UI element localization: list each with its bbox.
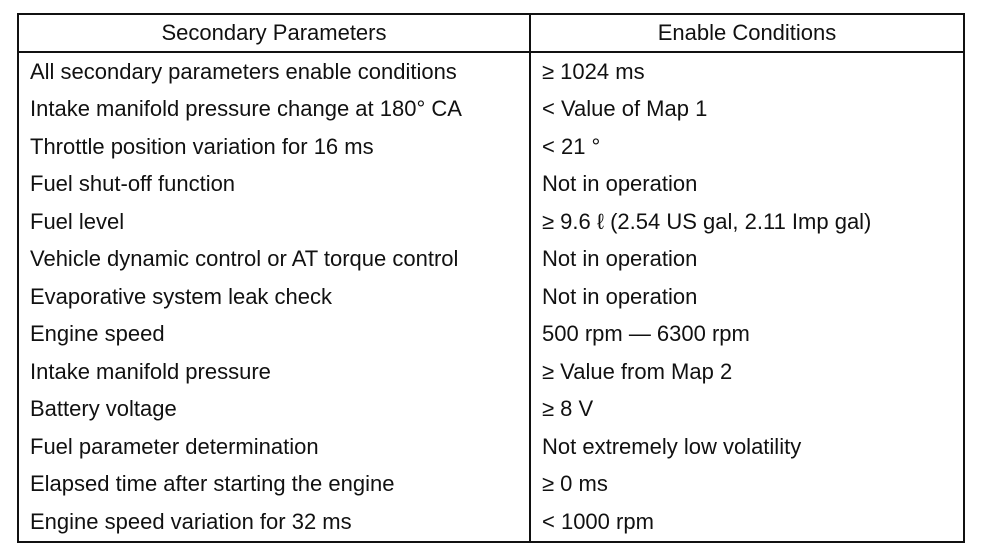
parameter-cell: Engine speed variation for 32 ms (18, 503, 530, 542)
parameter-cell: All secondary parameters enable conditions (18, 52, 530, 91)
table-row (18, 241, 964, 279)
parameter-cell: Engine speed (18, 316, 530, 354)
condition-cell: ≥ Value from Map 2 (542, 358, 733, 384)
table-row (18, 278, 964, 316)
condition-cell: Not in operation (542, 171, 698, 197)
table-row (18, 316, 964, 354)
table-row (18, 391, 964, 429)
condition-cell: 500 rpm — 6300 rpm (542, 321, 750, 347)
condition-cell: Not in operation (542, 283, 698, 309)
condition-cell: ≥ 9.6 ℓ (2.54 US gal, 2.11 Imp gal) (542, 208, 872, 234)
condition-cell: Not extremely low volatility (542, 433, 802, 459)
header-enable-conditions: Enable Conditions (530, 14, 964, 52)
parameter-cell: Elapsed time after starting the engine (18, 466, 530, 504)
table-row (18, 353, 964, 391)
parameter-cell: Fuel shut-off function (18, 166, 530, 204)
table-row (18, 203, 964, 241)
table-row (18, 428, 964, 466)
parameter-cell: Vehicle dynamic control or AT torque control (18, 241, 530, 279)
table-row (18, 166, 964, 204)
parameters-table (17, 13, 965, 543)
condition-cell: ≥ 8 V (542, 396, 594, 422)
parameter-cell: Intake manifold pressure change at 180° CA (18, 91, 530, 129)
table-row (18, 91, 964, 129)
parameter-cell: Intake manifold pressure (18, 353, 530, 391)
condition-cell: Not in operation (542, 246, 698, 272)
parameter-cell: Evaporative system leak check (18, 278, 530, 316)
parameter-cell: Battery voltage (18, 391, 530, 429)
table-row (18, 503, 964, 542)
condition-cell: < 1000 rpm (542, 508, 654, 534)
parameter-cell: Fuel parameter determination (18, 428, 530, 466)
header-row (18, 14, 964, 52)
condition-cell: ≥ 0 ms (542, 471, 608, 497)
parameter-cell: Fuel level (18, 203, 530, 241)
parameter-cell: Throttle position variation for 16 ms (18, 128, 530, 166)
condition-cell: ≥ 1024 ms (542, 58, 645, 84)
table-row (18, 52, 964, 91)
table-row (18, 128, 964, 166)
table-row (18, 466, 964, 504)
condition-cell: < 21 ° (542, 133, 601, 159)
condition-cell: < Value of Map 1 (542, 96, 708, 122)
header-secondary-parameters: Secondary Parameters (18, 14, 530, 52)
